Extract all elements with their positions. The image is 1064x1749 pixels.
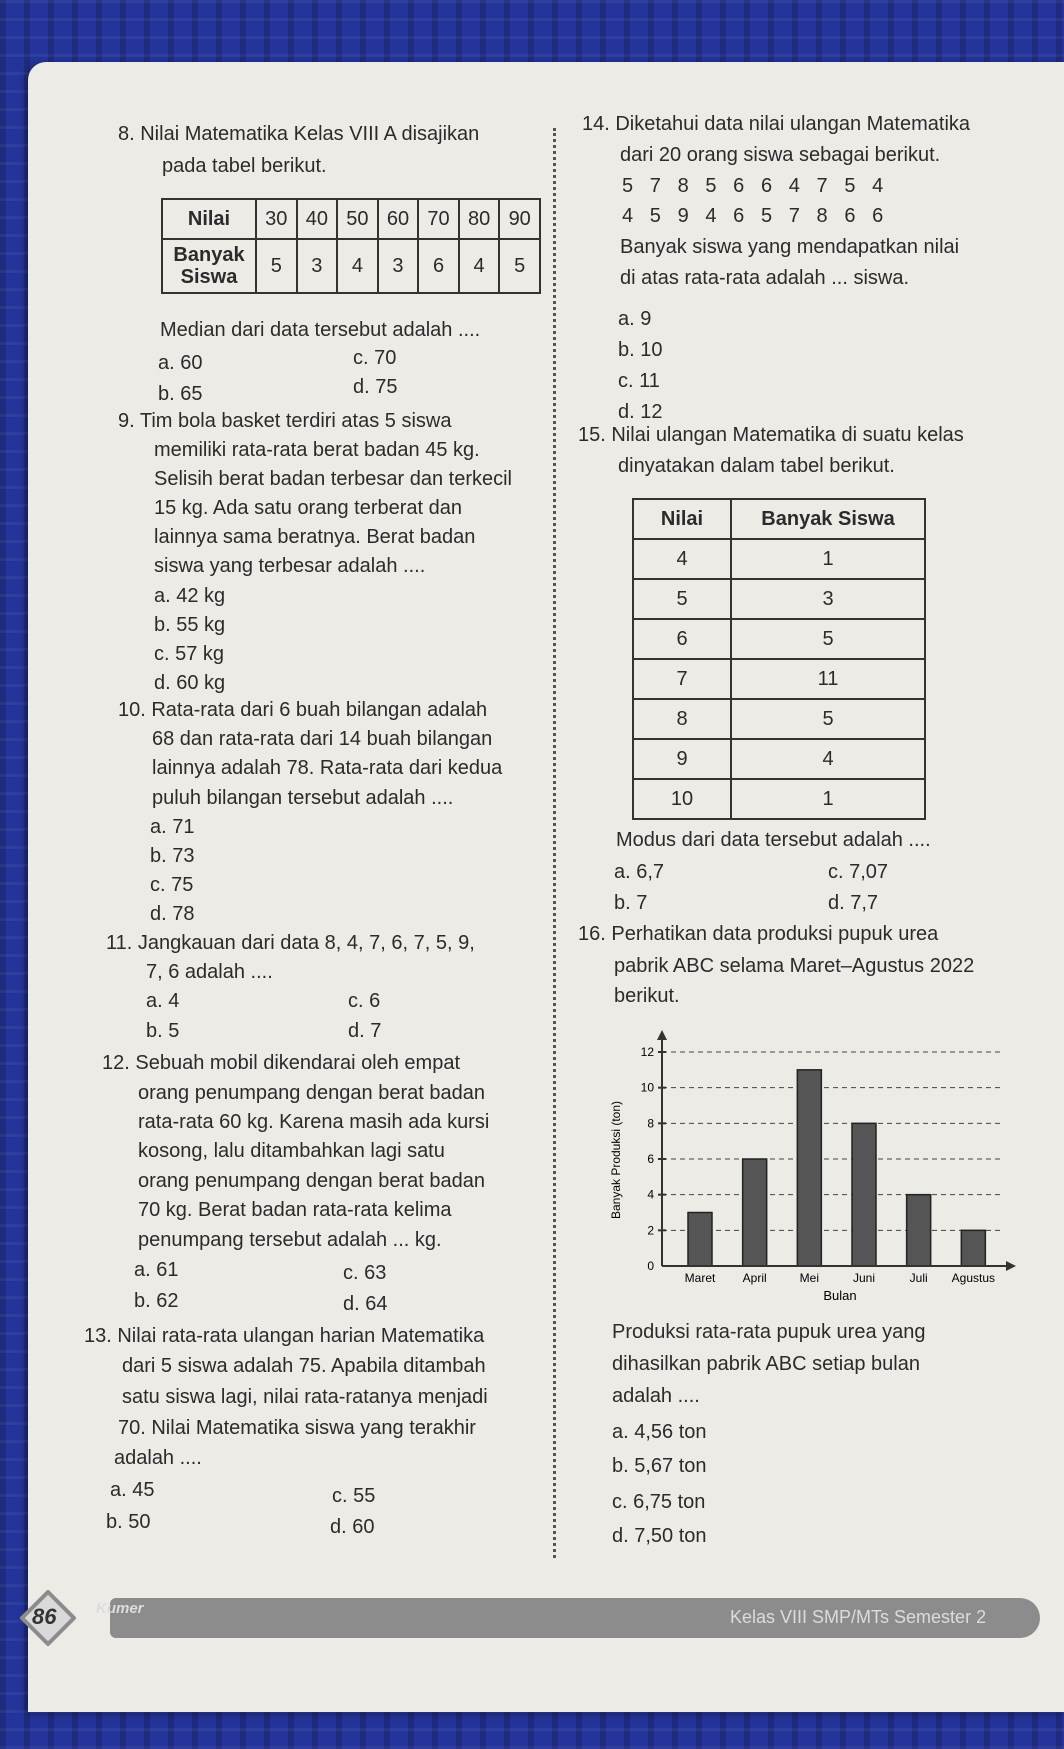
q8-banyak-cell: 4 xyxy=(459,239,500,293)
q15-cell: 5 xyxy=(731,699,925,739)
q8-row1-header: Nilai xyxy=(162,199,256,239)
q8-table xyxy=(161,198,541,294)
q8-banyak-cell: 5 xyxy=(256,239,297,293)
q15-cell: 4 xyxy=(633,539,731,579)
q9-line: 15 kg. Ada satu orang terberat dan xyxy=(154,497,462,519)
q8-nilai-cell: 60 xyxy=(378,199,419,239)
q14-option-d: d. 12 xyxy=(618,401,663,423)
q14-option-a: a. 9 xyxy=(618,308,652,330)
q13-option-b: b. 50 xyxy=(106,1511,151,1533)
q12-option-c: c. 63 xyxy=(343,1262,387,1284)
q9-line: 9. Tim bola basket terdiri atas 5 siswa xyxy=(118,410,452,432)
q11-option-d: d. 7 xyxy=(348,1020,382,1042)
q14-data-row2: 4 5 9 4 6 5 7 8 6 6 xyxy=(622,205,884,227)
q8-nilai-cell: 40 xyxy=(297,199,338,239)
q14-data-row1: 5 7 8 5 6 6 4 7 5 4 xyxy=(622,175,884,197)
q10-option-c: c. 75 xyxy=(150,874,194,896)
y-tick-label: 4 xyxy=(647,1187,654,1202)
q15-option-c: c. 7,07 xyxy=(828,861,889,883)
q11-option-a: a. 4 xyxy=(146,990,180,1012)
q15-cell: 6 xyxy=(633,619,731,659)
q16-line: 16. Perhatikan data produksi pupuk urea xyxy=(578,923,939,945)
q14-question-line: Banyak siswa yang mendapatkan nilai xyxy=(620,236,960,258)
q9-line: memiliki rata-rata berat badan 45 kg. xyxy=(154,439,480,461)
x-tick-label: Mei xyxy=(799,1271,820,1285)
q9-option-d: d. 60 kg xyxy=(154,672,226,694)
q8-option-d: d. 75 xyxy=(353,376,398,398)
q11-line: 7, 6 adalah .... xyxy=(146,961,273,983)
q8-nilai-cell: 70 xyxy=(418,199,459,239)
q13-option-c: c. 55 xyxy=(332,1485,376,1507)
q10-line: 68 dan rata-rata dari 14 buah bilangan xyxy=(152,728,493,750)
q15-table xyxy=(632,498,926,820)
q8-nilai-cell: 80 xyxy=(459,199,500,239)
q13-line: satu siswa lagi, nilai rata-ratanya menjadi xyxy=(122,1386,488,1408)
q8-nilai-cell: 50 xyxy=(337,199,378,239)
q8-banyak-cell: 3 xyxy=(297,239,338,293)
y-tick-label: 2 xyxy=(647,1223,654,1238)
q12-line: orang penumpang dengan berat badan xyxy=(138,1170,485,1192)
q9-option-b: b. 55 kg xyxy=(154,614,226,636)
q16-question-line: Produksi rata-rata pupuk urea yang xyxy=(612,1321,926,1343)
y-tick-label: 8 xyxy=(647,1116,654,1131)
q13-line: 70. Nilai Matematika siswa yang terakhir xyxy=(118,1417,476,1439)
q15-cell: 8 xyxy=(633,699,731,739)
q8-banyak-cell: 5 xyxy=(499,239,540,293)
q12-option-d: d. 64 xyxy=(343,1293,388,1315)
chart-gridlines xyxy=(658,1052,1000,1230)
q15-cell: 11 xyxy=(731,659,925,699)
q16-question-line: adalah .... xyxy=(612,1385,700,1407)
q14-option-b: b. 10 xyxy=(618,339,663,361)
q9-line: siswa yang terbesar adalah .... xyxy=(154,555,426,577)
q13-option-a: a. 45 xyxy=(110,1479,155,1501)
q11-line: 11. Jangkauan dari data 8, 4, 7, 6, 7, 5, 9, xyxy=(106,932,475,954)
y-tick-labels xyxy=(641,1045,655,1273)
x-tick-label: April xyxy=(742,1271,767,1285)
q14-question-line: di atas rata-rata adalah ... siswa. xyxy=(620,267,910,289)
q12-line: penumpang tersebut adalah ... kg. xyxy=(138,1229,442,1251)
q16-bar-chart xyxy=(600,1030,1020,1305)
x-tick-label: Juni xyxy=(852,1271,876,1285)
q8-intro-line2: pada tabel berikut. xyxy=(162,155,327,177)
q9-option-a: a. 42 kg xyxy=(154,585,226,607)
bar-juni xyxy=(852,1123,876,1266)
q10-line: lainnya adalah 78. Rata-rata dari kedua xyxy=(152,757,503,779)
book-title: Kelas VIII SMP/MTs Semester 2 xyxy=(730,1607,987,1627)
q12-option-b: b. 62 xyxy=(134,1290,179,1312)
q11-option-b: b. 5 xyxy=(146,1020,180,1042)
q8-option-c: c. 70 xyxy=(353,347,397,369)
q12-line: rata-rata 60 kg. Karena masih ada kursi xyxy=(138,1111,490,1133)
q15-cell: 1 xyxy=(731,779,925,819)
q15-option-b: b. 7 xyxy=(614,892,648,914)
bar-april xyxy=(743,1159,767,1266)
column-separator xyxy=(553,128,556,1558)
bar-agustus xyxy=(961,1230,985,1266)
bar-mei xyxy=(797,1070,821,1266)
q13-line: adalah .... xyxy=(114,1447,202,1469)
q16-question-line: dihasilkan pabrik ABC setiap bulan xyxy=(612,1353,920,1375)
q12-line: orang penumpang dengan berat badan xyxy=(138,1082,485,1104)
q8-banyak-cell: 3 xyxy=(378,239,419,293)
q15-line: dinyatakan dalam tabel berikut. xyxy=(618,455,895,477)
q10-option-a: a. 71 xyxy=(150,816,195,838)
q16-option-c: c. 6,75 ton xyxy=(612,1491,706,1513)
x-axis-label: Bulan xyxy=(823,1288,857,1303)
q10-option-b: b. 73 xyxy=(150,845,195,867)
q11-option-c: c. 6 xyxy=(348,990,381,1012)
q16-line: pabrik ABC selama Maret–Agustus 2022 xyxy=(614,955,975,977)
q15-cell: 5 xyxy=(633,579,731,619)
q13-line: 13. Nilai rata-rata ulangan harian Matematika xyxy=(84,1325,485,1347)
y-axis-label: Banyak Produksi (ton) xyxy=(609,1100,623,1220)
q15-cell: 9 xyxy=(633,739,731,779)
q16-line: berikut. xyxy=(614,985,680,1007)
q16-option-b: b. 5,67 ton xyxy=(612,1455,707,1477)
x-tick-label: Maret xyxy=(684,1271,716,1285)
x-tick-labels xyxy=(685,1271,995,1285)
q15-cell: 1 xyxy=(731,539,925,579)
q8-row2-header: Banyak Siswa xyxy=(162,239,256,293)
q14-line: 14. Diketahui data nilai ulangan Matematika xyxy=(582,113,971,135)
y-tick-label: 10 xyxy=(640,1080,654,1095)
q15-cell: 7 xyxy=(633,659,731,699)
q8-nilai-cell: 90 xyxy=(499,199,540,239)
q9-line: Selisih berat badan terbesar dan terkecil xyxy=(154,468,512,490)
page-number: 86 xyxy=(32,1604,57,1629)
y-tick-label: 12 xyxy=(640,1045,654,1059)
q10-option-d: d. 78 xyxy=(150,903,195,925)
q8-option-b: b. 65 xyxy=(158,383,203,405)
brand-name: Kumer xyxy=(96,1600,144,1617)
q12-line: 12. Sebuah mobil dikendarai oleh empat xyxy=(102,1052,461,1074)
q15-option-d: d. 7,7 xyxy=(828,892,879,914)
q8-banyak-cell: 4 xyxy=(337,239,378,293)
q15-cell: 4 xyxy=(731,739,925,779)
x-axis-arrow-icon xyxy=(1006,1261,1016,1271)
q15-header-nilai: Nilai xyxy=(633,499,731,539)
q16-option-a: a. 4,56 ton xyxy=(612,1421,707,1443)
q9-line: lainnya sama beratnya. Berat badan xyxy=(154,526,476,548)
x-tick-label: Agustus xyxy=(951,1271,996,1285)
q10-line: puluh bilangan tersebut adalah .... xyxy=(152,787,454,809)
q15-cell: 10 xyxy=(633,779,731,819)
chart-bars xyxy=(688,1070,985,1266)
q8-intro-line1: 8. Nilai Matematika Kelas VIII A disajikan xyxy=(118,123,480,145)
q12-line: kosong, lalu ditambahkan lagi satu xyxy=(138,1140,445,1162)
q10-line: 10. Rata-rata dari 6 buah bilangan adalah xyxy=(118,699,488,721)
q14-option-c: c. 11 xyxy=(618,370,660,392)
q12-line: 70 kg. Berat badan rata-rata kelima xyxy=(138,1199,452,1221)
q8-question: Median dari data tersebut adalah .... xyxy=(160,319,481,341)
bar-maret xyxy=(688,1213,712,1267)
q12-option-a: a. 61 xyxy=(134,1259,179,1281)
y-tick-label: 0 xyxy=(647,1259,654,1273)
q15-cell: 5 xyxy=(731,619,925,659)
q15-question: Modus dari data tersebut adalah .... xyxy=(616,829,931,851)
q16-option-d: d. 7,50 ton xyxy=(612,1525,707,1547)
q8-option-a: a. 60 xyxy=(158,352,203,374)
q15-header-banyak: Banyak Siswa xyxy=(731,499,925,539)
q9-option-c: c. 57 kg xyxy=(154,643,225,665)
x-tick-label: Juli xyxy=(909,1271,928,1285)
q8-banyak-cell: 6 xyxy=(418,239,459,293)
y-tick-label: 6 xyxy=(647,1152,654,1166)
q15-cell: 3 xyxy=(731,579,925,619)
y-axis-arrow-icon xyxy=(657,1030,667,1040)
q14-line: dari 20 orang siswa sebagai berikut. xyxy=(620,144,941,166)
q13-option-d: d. 60 xyxy=(330,1516,375,1538)
q13-line: dari 5 siswa adalah 75. Apabila ditambah xyxy=(122,1355,486,1377)
q8-nilai-cell: 30 xyxy=(256,199,297,239)
q15-option-a: a. 6,7 xyxy=(614,861,665,883)
q15-line: 15. Nilai ulangan Matematika di suatu kelas xyxy=(578,424,964,446)
bar-juli xyxy=(907,1195,931,1266)
